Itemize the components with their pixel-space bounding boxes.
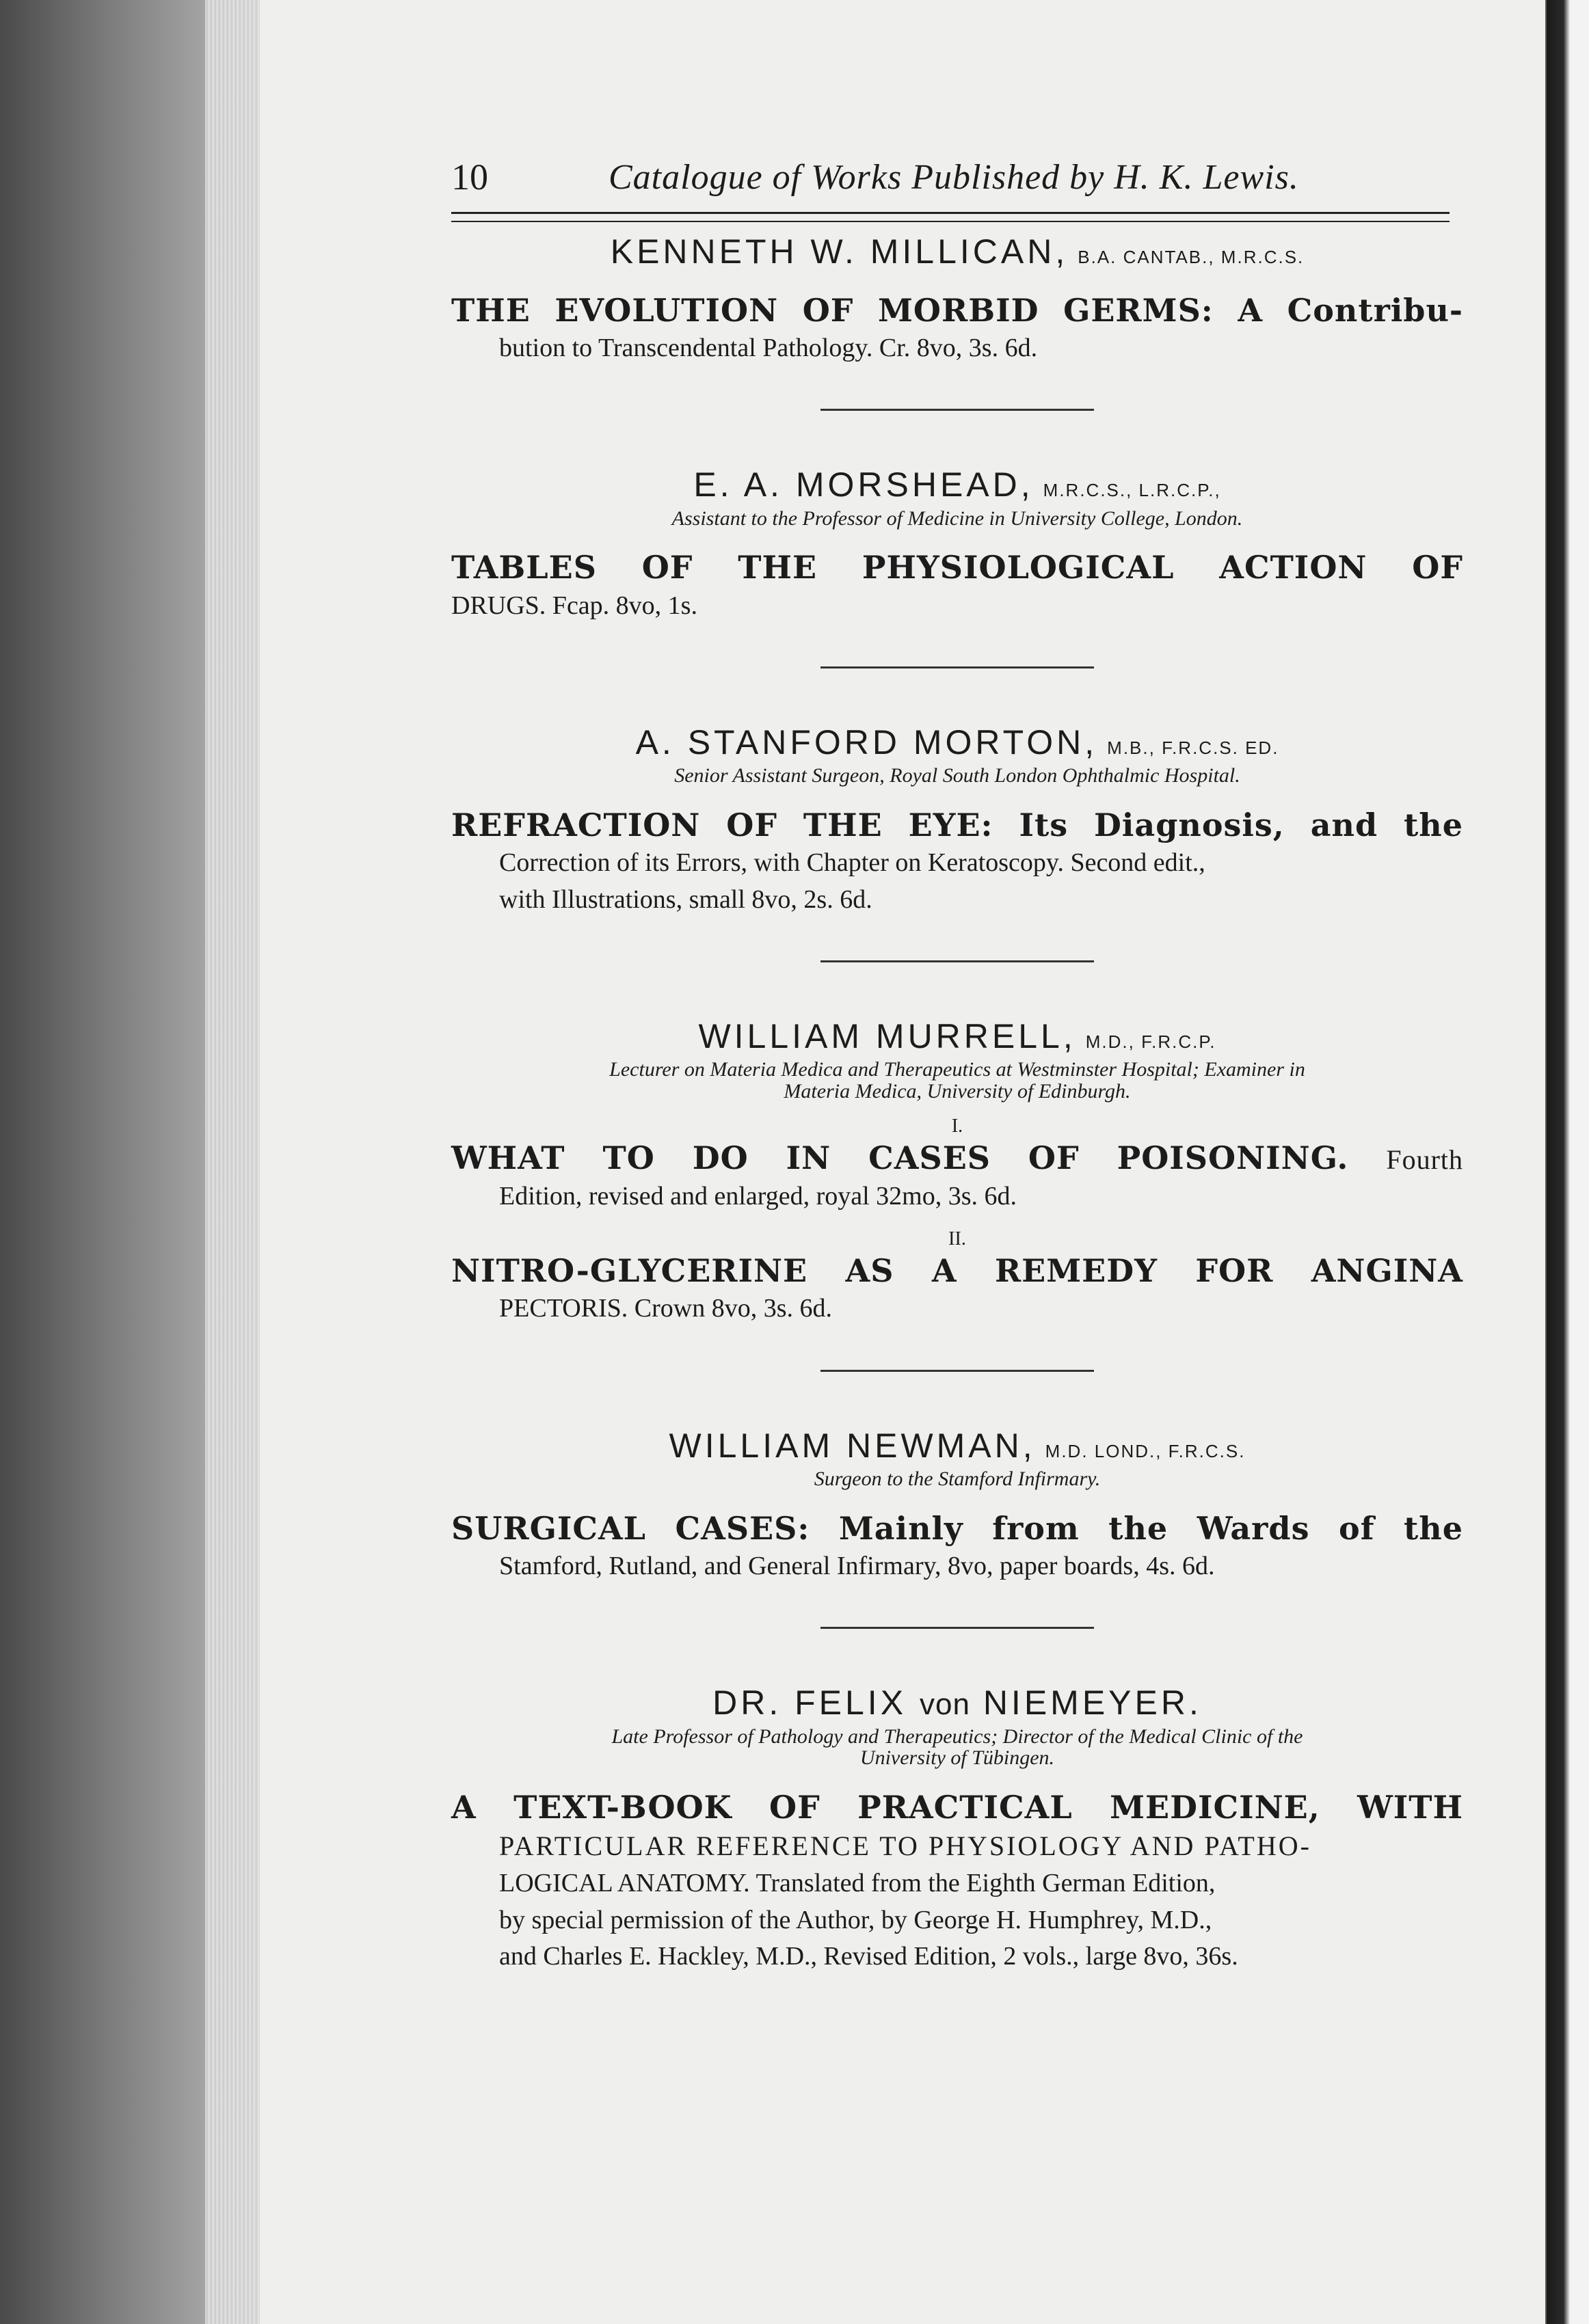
author-particle: von [919,1688,970,1722]
book-numeral: I. [951,1116,963,1137]
page-edges [205,0,267,2324]
author-position: Senior Assistant Surgeon, Royal South London Ophthalmic Hospital. [674,764,1240,787]
entry-morshead [451,465,1463,624]
book-detail-line: LOGICAL ANATOMY. Translated from the Eighth German Edition, [499,1869,1216,1898]
catalogue-entries [451,232,1463,1975]
book-listing [451,1788,1463,1975]
book-listing [451,1252,1463,1327]
entry-niemeyer [451,1684,1463,1975]
book-detail-line: PARTICULAR REFERENCE TO PHYSIOLOGY AND PATHO- [499,1830,1311,1862]
book-numeral: II. [948,1228,966,1249]
author-position-line: Late Professor of Pathology and Therapeutics; Director of the Medical Clinic of the [611,1725,1303,1748]
running-title: Catalogue of Works Published by H. K. Lewis. [609,158,1299,197]
author-name: KENNETH W. MILLICAN, B.A. CANTAB., M.R.C.S. [610,232,1305,271]
book-detail-line: by special permission of the Author, by George H. Humphrey, M.D., [499,1905,1212,1934]
section-divider [820,666,1094,668]
entry-morton [451,723,1463,918]
book-title: NITRO-GLYCERINE AS A REMEDY FOR ANGINA [451,1252,1463,1289]
book-detail: bution to Transcendental Pathology. Cr. 8vo, 3s. 6d. [499,334,1038,362]
author-credentials: B.A. CANTAB., M.R.C.S. [1078,247,1305,267]
next-page-edge [1547,0,1589,2324]
section-divider [820,1627,1094,1629]
author-position: Surgeon to the Stamford Infirmary. [814,1468,1101,1491]
book-title: WHAT TO DO IN CASES OF POISONING. Fourth [451,1139,1464,1177]
section-divider [820,1370,1094,1372]
book-detail-line: with Illustrations, small 8vo, 2s. 6d. [499,884,872,914]
catalogue-page [260,0,1545,2324]
book-title-tail: Fourth [1386,1144,1464,1176]
book-detail: Stamford, Rutland, and General Infirmary, 8vo, paper boards, 4s. 6d. [499,1552,1215,1581]
author-credentials: M.D. LOND., F.R.C.S. [1045,1440,1246,1461]
author-credentials: M.D., F.R.C.P. [1085,1031,1216,1052]
author-position: Assistant to the Professor of Medicine in University College, London. [671,506,1243,530]
book-detail: Edition, revised and enlarged, royal 32mo, 3s. 6d. [499,1181,1017,1211]
book-title: REFRACTION OF THE EYE: Its Diagnosis, and the [451,806,1463,843]
author-name: A. STANFORD MORTON, M.B., F.R.C.S. ED. [635,722,1279,761]
book-title: TABLES OF THE PHYSIOLOGICAL ACTION OF [451,549,1463,586]
author-name: DR. FELIX von NIEMEYER. [712,1684,1202,1722]
page-number: 10 [451,157,488,198]
book-title: A TEXT-BOOK OF PRACTICAL MEDICINE, WITH [451,1788,1463,1826]
entry-newman [451,1427,1463,1585]
author-position-line: Lecturer on Materia Medica and Therapeutics at Westminster Hospital; Examiner in [609,1058,1305,1081]
book-listing [451,806,1463,918]
book-detail: PECTORIS. Crown 8vo, 3s. 6d. [499,1294,833,1323]
author-name: WILLIAM NEWMAN, M.D. LOND., F.R.C.S. [669,1426,1246,1465]
header-double-rule [451,212,1450,222]
author-position-line: University of Tübingen. [859,1746,1055,1770]
author-credentials: M.B., F.R.C.S. ED. [1107,737,1279,758]
book-listing [451,548,1463,624]
author-position-line: Materia Medica, University of Edinburgh. [784,1079,1131,1103]
entry-murrell [451,1017,1463,1327]
author-name: WILLIAM MURRELL, M.D., F.R.C.P. [698,1016,1216,1055]
section-divider [820,960,1094,962]
entry-millican [451,232,1463,366]
author-credentials: M.R.C.S., L.R.C.P., [1043,480,1221,501]
book-detail-line: Correction of its Errors, with Chapter on Keratoscopy. Second edit., [499,848,1205,878]
book-detail-line: and Charles E. Hackley, M.D., Revised Edition, 2 vols., large 8vo, 36s. [499,1941,1238,1971]
book-title: THE EVOLUTION OF MORBID GERMS: A Contribu- [451,291,1463,329]
book-listing [451,291,1463,367]
book-title: SURGICAL CASES: Mainly from the Wards of the [451,1509,1463,1547]
page-header [451,156,1450,204]
author-name: E. A. MORSHEAD, M.R.C.S., L.R.C.P., [693,465,1221,504]
book-listing [451,1509,1463,1585]
section-divider [820,409,1094,411]
book-detail: DRUGS. Fcap. 8vo, 1s. [451,591,697,620]
book-listing [451,1139,1463,1215]
